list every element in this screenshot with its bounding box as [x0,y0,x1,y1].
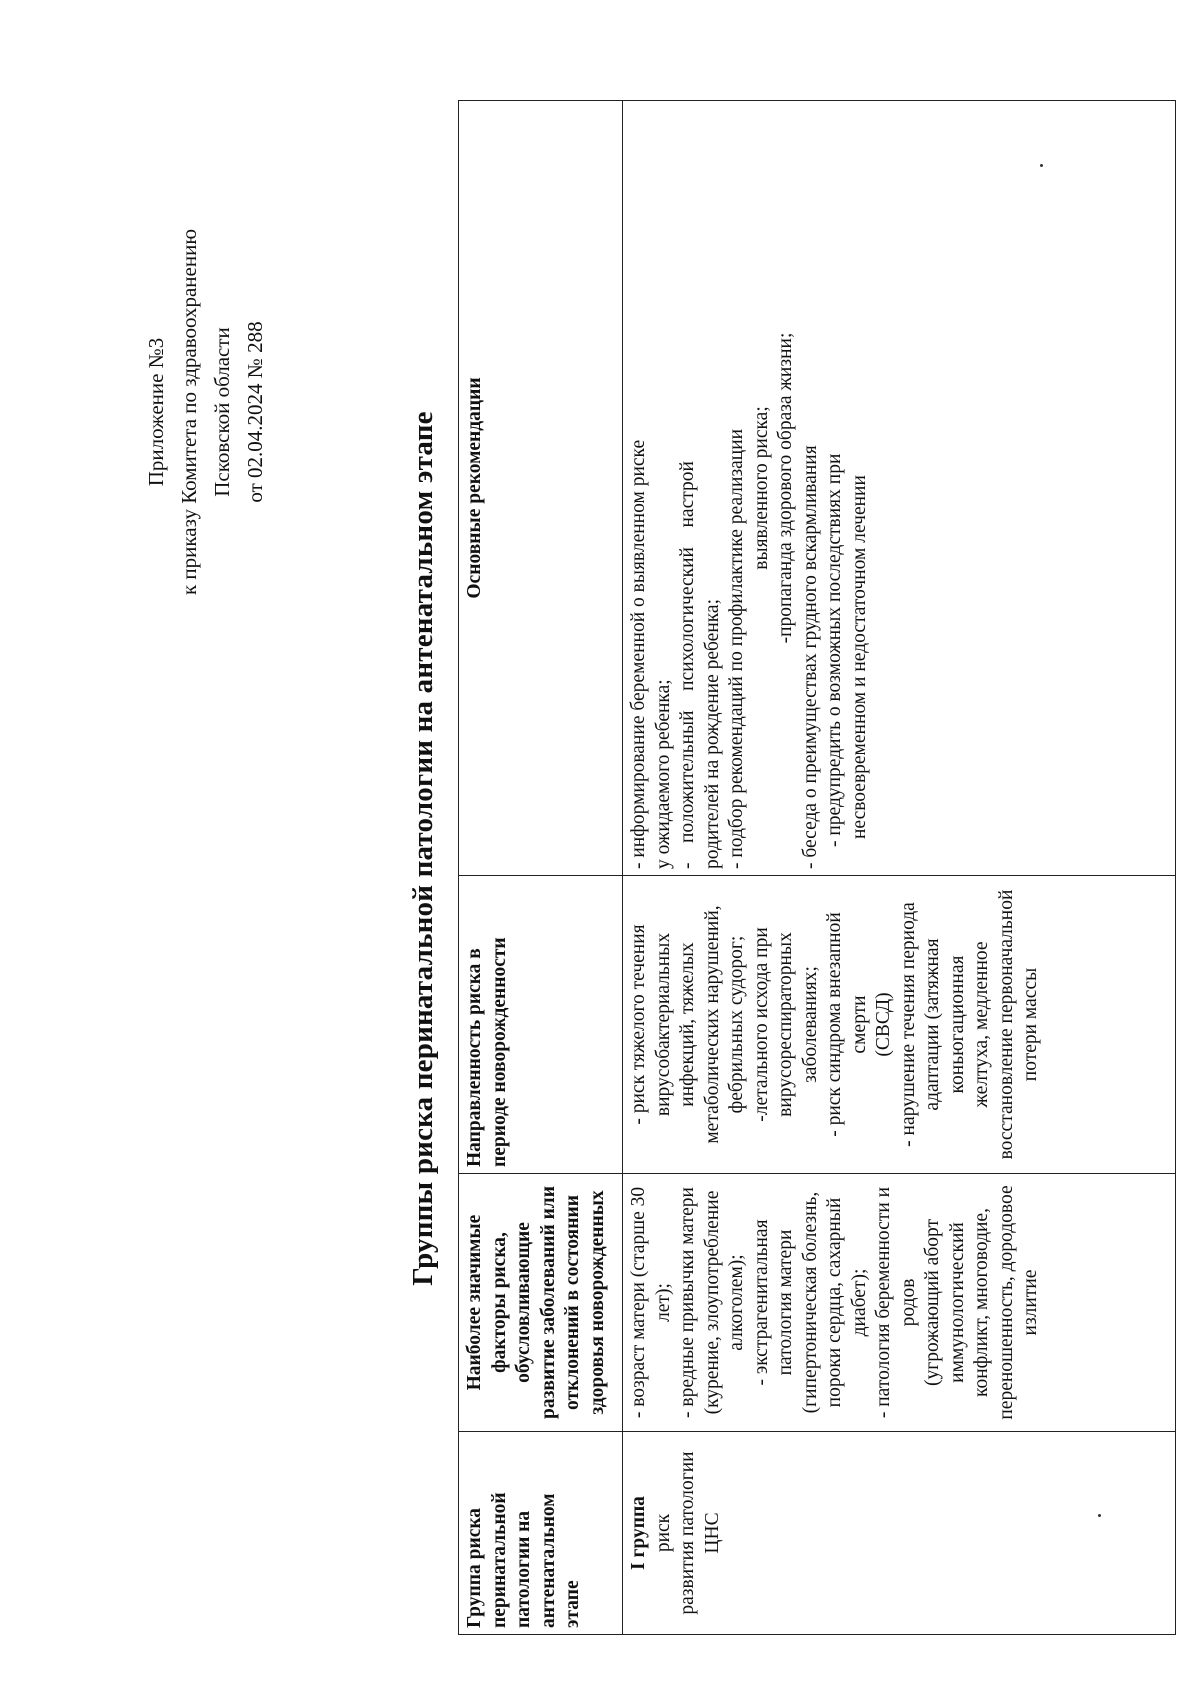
group-line: развития патологии [677,1451,698,1615]
recommendation-line: - положительный психологический настрой [677,461,698,869]
header-factors-line: Наиболее значимые [464,1214,485,1391]
direction-line: потери массы [1020,967,1041,1082]
group-line: риск [652,1513,674,1553]
recommendation-line: у ожидаемого ребенка; [652,679,674,869]
factor-line: лет); [652,1283,674,1322]
direction-line: адаптации (затяжная [922,938,943,1111]
scan-speck [1040,164,1043,167]
header-group-line: патологии на [513,1510,534,1628]
recommendation-line: -пропаганда здорового образа жизни; [775,332,796,644]
factor-line: - вредные привычки матери [677,1187,698,1418]
header-group [459,1432,623,1635]
direction-line: - риск синдрома внезапной [824,912,845,1137]
cell-recommendations [623,101,1176,876]
factor-line: излитие [1020,1269,1041,1336]
direction-line: вирусореспираторных [775,932,796,1117]
direction-line: фебрильных судорог; [726,935,747,1114]
header-direction-line: периоде новорожденности [488,937,510,1167]
recommendation-line: - беседа о преимуществах грудного вскармливания [799,445,821,869]
direction-line: (СВСД) [873,992,894,1057]
recommendation-line: родителей на рождение ребенка; [701,598,723,869]
factor-line: - патология беременности и [873,1186,894,1419]
header-group-line: Группа риска [464,1507,485,1628]
recommendation-line: несвоевременном и недостаточном лечении [848,475,870,839]
factor-line: переношенность, дородовое [995,1185,1017,1420]
recommendation-line: - предупредить о возможных последствиях при [824,453,845,847]
cell-group [623,1432,1176,1635]
factor-line: (курение, злоупотребление [701,1190,723,1415]
cell-direction [623,876,1176,1174]
header-recommendations-line: Основные рекомендации [464,377,485,599]
header-group-line: антенатальном [537,1493,559,1628]
recommendation-line: - подбор рекомендаций по профилактике реализации [726,428,747,869]
direction-line: желтуха, медленное [971,941,992,1108]
risk-groups-table [458,100,1176,1635]
factor-line: родов [897,1278,919,1327]
direction-line: восстановление первоначальной [995,889,1017,1160]
direction-line: смерти [848,995,870,1054]
direction-line: - нарушение течения периода [897,902,919,1147]
document-header [140,132,272,692]
header-factors-line: отклонений в состоянии [562,1195,583,1410]
factor-line: алкоголем); [726,1254,747,1351]
factor-line: - экстрагенитальная [750,1219,772,1386]
order-date-number: от 02.04.2024 № 288 [243,321,267,503]
factor-line: диабет); [848,1268,870,1337]
header-direction [459,876,623,1174]
factor-line: пороки сердца, сахарный [824,1197,845,1408]
scan-speck [1098,1514,1101,1517]
header-group-line: этапе [562,1580,583,1628]
factor-line: патология матери [775,1229,796,1376]
header-factors-line: обусловливающие [513,1222,534,1383]
page-title: Группы риска перинатальной патологии на антенатальном этапе [407,411,439,1286]
region-name: Псковской области [210,327,234,497]
direction-line: инфекций, тяжелых [677,942,698,1107]
header-recommendations [459,101,623,876]
factor-line: иммунологический [946,1222,968,1383]
factor-line: конфликт, многоводие, [971,1208,992,1397]
direction-line: - риск тяжелого течения [628,924,649,1125]
direction-line: коньюгационная [946,955,968,1094]
group-line: I группа [628,1496,649,1570]
header-group-line: перинатальной [488,1492,510,1628]
factor-line: (угрожающий аборт [922,1218,943,1387]
direction-line: -летального исхода при [750,927,772,1122]
appendix-number: Приложение №3 [144,337,168,487]
direction-line: вирусобактериальных [652,932,674,1117]
factor-line: - возраст матери (старше 30 [628,1186,649,1419]
recommendation-line: - информирование беременной о выявленном риске [628,439,649,869]
order-reference: к приказу Комитета по здравоохранению [177,228,201,596]
factor-line: (гипертоническая болезнь, [799,1191,821,1414]
group-line: ЦНС [701,1512,723,1554]
table-header-row [459,101,623,1635]
header-direction-line: Направленность риска в [464,948,485,1167]
recommendation-line: выявленного риска; [750,406,772,570]
header-factors-line: здоровья новорожденных [586,1190,608,1415]
cell-factors [623,1174,1176,1432]
direction-line: метаболических нарушений, [701,905,723,1144]
header-factors-line: развитие заболеваний или [537,1186,559,1419]
table-row [623,101,1176,1635]
header-factors-line: факторы риска, [488,1232,510,1373]
direction-line: заболеваниях; [799,966,821,1083]
header-factors [459,1174,623,1432]
